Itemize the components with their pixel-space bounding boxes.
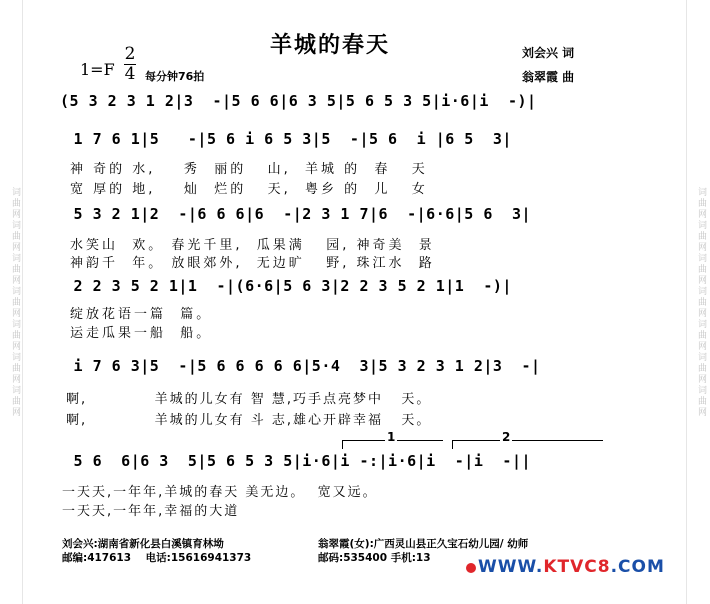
song-title: 羊城的春天 (270, 32, 391, 58)
lyric-row-2-verse-1: 神 奇的 水, 秀 丽的 山, 羊城 的 春 天 (70, 162, 428, 177)
footer-composer-address: 翁翠霞(女):广西灵山县正久宝石幼儿园/ 幼师 (318, 538, 529, 550)
time-signature (124, 46, 136, 83)
time-signature-top: 2 (124, 44, 136, 64)
lyric-row-2-verse-2: 宽 厚的 地, 灿 烂的 天, 粤乡 的 儿 女 (70, 182, 428, 197)
lyricist-credit: 刘会兴 词 (522, 46, 575, 60)
lyric-row-6-verse-1: 一天天,一年年,羊城的春天 美无边。 宽又远。 (62, 485, 378, 500)
site-logo-suffix: .COM (610, 557, 665, 577)
lyric-row-5-verse-1: 啊, 羊城的儿女有 智 慧,巧手点亮梦中 天。 (66, 392, 432, 407)
lyric-row-5-verse-2: 啊, 羊城的儿女有 斗 志,雄心开辟幸福 天。 (66, 413, 432, 428)
lyric-row-6-verse-2: 一天天,一年年,幸福的大道 (62, 504, 240, 519)
score-row-5: i 7 6 3|5 -|5 6 6 6 6 6|5·4 3|5 3 2 3 1 2|3 -| (64, 357, 541, 375)
lyric-row-3-verse-2: 神韵千 年。 放眼郊外, 无边旷 野, 珠江水 路 (70, 256, 435, 271)
volta-label-1: 1 (387, 430, 396, 444)
site-logo (478, 557, 665, 577)
composer-credit: 翁翠霞 曲 (522, 70, 575, 84)
lyric-row-4-verse-2: 运走瓜果一船 船。 (70, 326, 213, 341)
watermark-left: 词曲网词曲网词曲网词曲网词曲网词曲网词曲网 (10, 186, 20, 418)
score-row-6: 5 6 6|6 3 5|5 6 5 3 5|i·6|i -:|i·6|i -|i -|| (64, 452, 532, 470)
footer-lyricist-address: 刘会兴:湖南省新化县白溪镇育林坳 (62, 538, 224, 550)
watermark-right: 词曲网词曲网词曲网词曲网词曲网词曲网词曲网 (696, 186, 706, 418)
footer-composer-contact: 邮码:535400 手机:13 (318, 552, 431, 564)
left-margin-line (22, 0, 23, 604)
key-signature: 1=F (80, 60, 115, 79)
site-logo-icon (466, 563, 476, 573)
lyric-row-4-verse-1: 绽放花语一篇 篇。 (70, 307, 213, 322)
score-row-1: (5 3 2 3 1 2|3 -|5 6 6|6 3 5|5 6 5 3 5|i·6|i -)| (60, 92, 537, 110)
site-logo-prefix: WWW. (478, 557, 544, 577)
footer-lyricist-contact: 邮编:417613 电话:15616941373 (62, 552, 252, 564)
right-margin-line (686, 0, 687, 604)
score-row-4: 2 2 3 5 2 1|1 -|(6·6|5 6 3|2 2 3 5 2 1|1 -)| (64, 277, 512, 295)
time-signature-bottom: 4 (124, 64, 136, 84)
site-logo-mid: KTVC8 (543, 557, 611, 577)
lyric-row-3-verse-1: 水笑山 欢。 春光千里, 瓜果满 园, 神奇美 景 (70, 238, 435, 253)
score-row-2: 1 7 6 1|5 -|5 6 i 6 5 3|5 -|5 6 i |6 5 3| (64, 130, 512, 148)
volta-label-2: 2 (502, 430, 511, 444)
volta-bracket-2 (452, 440, 603, 449)
score-row-3: 5 3 2 1|2 -|6 6 6|6 -|2 3 1 7|6 -|6·6|5 6 3| (64, 205, 532, 223)
tempo-marking: 每分钟76拍 (145, 70, 205, 83)
